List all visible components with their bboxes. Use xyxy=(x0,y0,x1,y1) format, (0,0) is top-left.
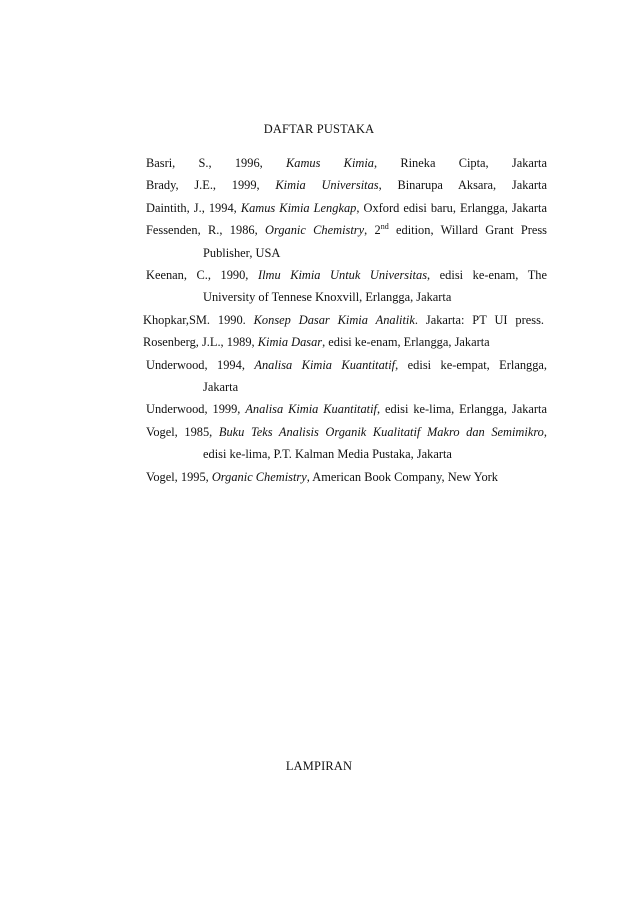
reference-publisher: , edisi ke-enam, Erlangga, Jakarta xyxy=(322,335,490,350)
reference-title: Kimia Universitas xyxy=(275,178,379,193)
reference-item xyxy=(143,309,544,331)
reference-title: Analisa Kimia Kuantitatif xyxy=(254,357,396,372)
reference-line xyxy=(146,421,547,443)
reference-line xyxy=(146,354,547,376)
reference-line xyxy=(143,331,544,353)
reference-publisher: , Binarupa Aksara, Jakarta xyxy=(378,178,547,193)
reference-authors: Underwood, 1999, xyxy=(146,402,246,417)
reference-line xyxy=(146,219,547,241)
reference-title: Analisa Kimia Kuantitatif xyxy=(245,402,377,417)
reference-authors: Fessenden, R., 1986, xyxy=(146,223,266,238)
reference-item xyxy=(146,354,547,399)
reference-title: Kamus Kimia Lengkap xyxy=(240,200,357,215)
reference-item xyxy=(146,219,547,264)
reference-publisher: . Jakarta: PT UI press. xyxy=(414,312,544,327)
reference-authors: Underwood, 1994, xyxy=(146,357,255,372)
reference-line xyxy=(146,152,547,174)
reference-publisher: , xyxy=(543,424,547,439)
reference-publisher: , edisi ke-lima, Erlangga, Jakarta xyxy=(377,402,547,417)
reference-authors: Daintith, J., 1994, xyxy=(146,200,241,215)
reference-title: Organic Chemistry xyxy=(211,469,307,484)
reference-publisher: edition, Willard Grant Press xyxy=(388,223,547,238)
reference-publisher: , American Book Company, New York xyxy=(306,469,498,484)
reference-list xyxy=(0,152,638,488)
reference-item xyxy=(146,466,547,488)
reference-line xyxy=(146,398,547,420)
reference-authors: Basri, S., 1996, xyxy=(146,156,286,170)
reference-authors: Vogel, 1985, xyxy=(146,424,219,439)
reference-line xyxy=(146,197,547,219)
reference-title: Ilmu Kimia Untuk Universitas xyxy=(257,268,428,283)
reference-title: Buku Teks Analisis Organik Kualitatif Makro dan Semimikro xyxy=(218,424,544,439)
reference-item xyxy=(146,197,547,219)
reference-continuation: Publisher, USA xyxy=(203,245,281,260)
reference-edition: , 2 xyxy=(364,223,381,238)
reference-authors: Khopkar,SM. 1990. xyxy=(143,312,254,327)
reference-continuation: Jakarta xyxy=(203,380,239,395)
reference-publisher: , edisi ke-enam, The xyxy=(427,268,547,283)
reference-item xyxy=(146,421,547,466)
reference-title: Organic Chemistry xyxy=(265,223,365,238)
appendix-heading: LAMPIRAN xyxy=(285,759,353,773)
reference-line xyxy=(146,174,547,196)
reference-authors: Keenan, C., 1990, xyxy=(146,268,258,283)
reference-publisher: , Rineka Cipta, Jakarta xyxy=(373,156,547,170)
reference-publisher: , edisi ke-empat, Erlangga, xyxy=(395,357,547,372)
superscript: nd xyxy=(380,222,389,232)
page-title: DAFTAR PUSTAKA xyxy=(263,122,375,136)
reference-item xyxy=(146,174,547,196)
reference-title: Kimia Dasar xyxy=(257,335,323,350)
reference-authors: Brady, J.E., 1999, xyxy=(146,178,276,193)
reference-line xyxy=(146,466,547,488)
reference-authors: Vogel, 1995, xyxy=(146,469,212,484)
reference-item xyxy=(146,264,547,309)
reference-publisher: , Oxford edisi baru, Erlangga, Jakarta xyxy=(356,200,547,215)
reference-title: Kamus Kimia xyxy=(286,156,374,170)
reference-item xyxy=(146,398,547,420)
reference-title: Konsep Dasar Kimia Analitik xyxy=(253,312,415,327)
reference-line xyxy=(143,309,544,331)
reference-line xyxy=(146,264,547,286)
reference-continuation: University of Tennese Knoxvill, Erlangga, Jakarta xyxy=(203,290,452,305)
reference-authors: Rosenberg, J.L., 1989, xyxy=(143,335,258,350)
reference-item xyxy=(143,331,544,353)
reference-continuation: edisi ke-lima, P.T. Kalman Media Pustaka, Jakarta xyxy=(203,447,452,462)
reference-item xyxy=(146,152,547,174)
